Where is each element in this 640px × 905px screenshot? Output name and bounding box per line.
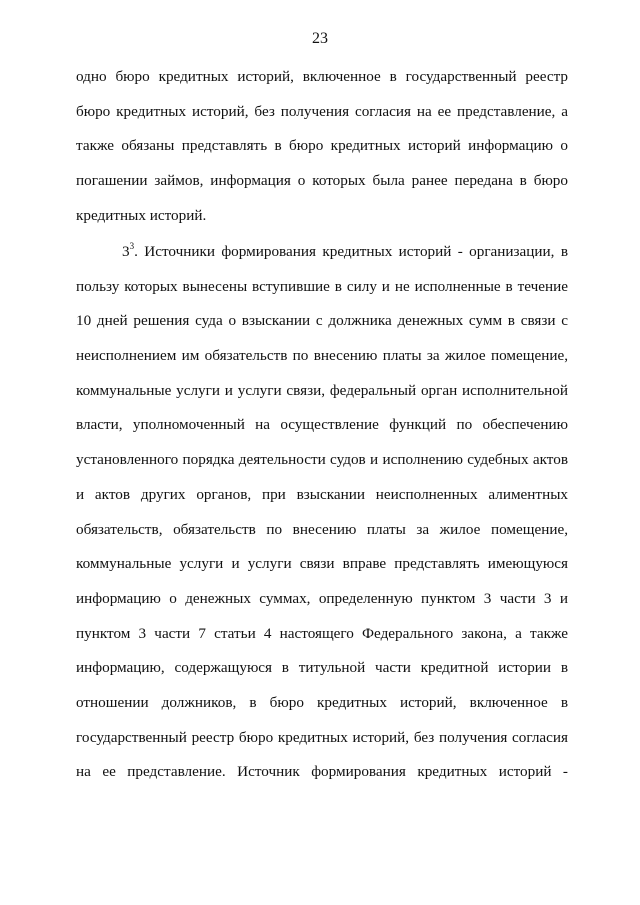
paragraph-continuation <box>76 60 568 233</box>
paragraph-3-3 <box>76 235 568 790</box>
text-line: бюро кредитных историй, без получения согласия на ее представление, а <box>76 102 568 120</box>
text-line: пунктом 3 части 7 статьи 4 настоящего Федерального закона, а также <box>76 624 568 642</box>
text-line: пользу которых вынесены вступившие в силу и не исполненные в течение <box>76 277 568 295</box>
text-line: информацию, содержащуюся в титульной части кредитной истории в <box>76 659 568 677</box>
text-line: одно бюро кредитных историй, включенное в государственный реестр <box>76 68 568 85</box>
text-line: также обязаны представлять в бюро кредитных историй информацию о <box>76 137 568 155</box>
paragraph-first-line <box>76 235 568 270</box>
text-line: коммунальные услуги и услуги связи вправе представлять имеющуюся <box>76 555 568 573</box>
text-line: обязательств, обязательств по внесению платы за жилое помещение, <box>76 520 568 538</box>
text-line: неисполнением им обязательств по внесению платы за жилое помещение, <box>76 347 568 365</box>
text-line: государственный реестр бюро кредитных историй, без получения согласия <box>76 728 568 746</box>
text-line: погашении займов, информация о которых была ранее передана в бюро <box>76 172 568 190</box>
text-line: отношении должников, в бюро кредитных историй, включенное в <box>76 693 568 711</box>
text-line: установленного порядка деятельности судов и исполнению судебных актов <box>76 451 568 469</box>
text-line: 10 дней решения суда о взыскании с должника денежных сумм в связи с <box>76 312 568 330</box>
text-line: власти, уполномоченный на осуществление функций по обеспечению <box>76 416 568 434</box>
paragraph-first-line-text: . Источники формирования кредитных историй - организации, в <box>134 243 568 260</box>
page-number: 23 <box>312 30 328 47</box>
paragraph-number <box>122 240 135 260</box>
paragraph-number-base: 3 <box>122 243 130 260</box>
text-line: информацию о денежных суммах, определенную пунктом 3 части 3 и <box>76 589 568 607</box>
text-line: кредитных историй. <box>76 206 207 224</box>
text-line: коммунальные услуги и услуги связи, федеральный орган исполнительной <box>76 381 568 399</box>
text-line: и актов других органов, при взыскании неисполненных алиментных <box>76 485 568 503</box>
text-line: на ее представление. Источник формирования кредитных историй - <box>76 763 568 781</box>
paragraph-number-superscript: 3 <box>129 240 135 251</box>
